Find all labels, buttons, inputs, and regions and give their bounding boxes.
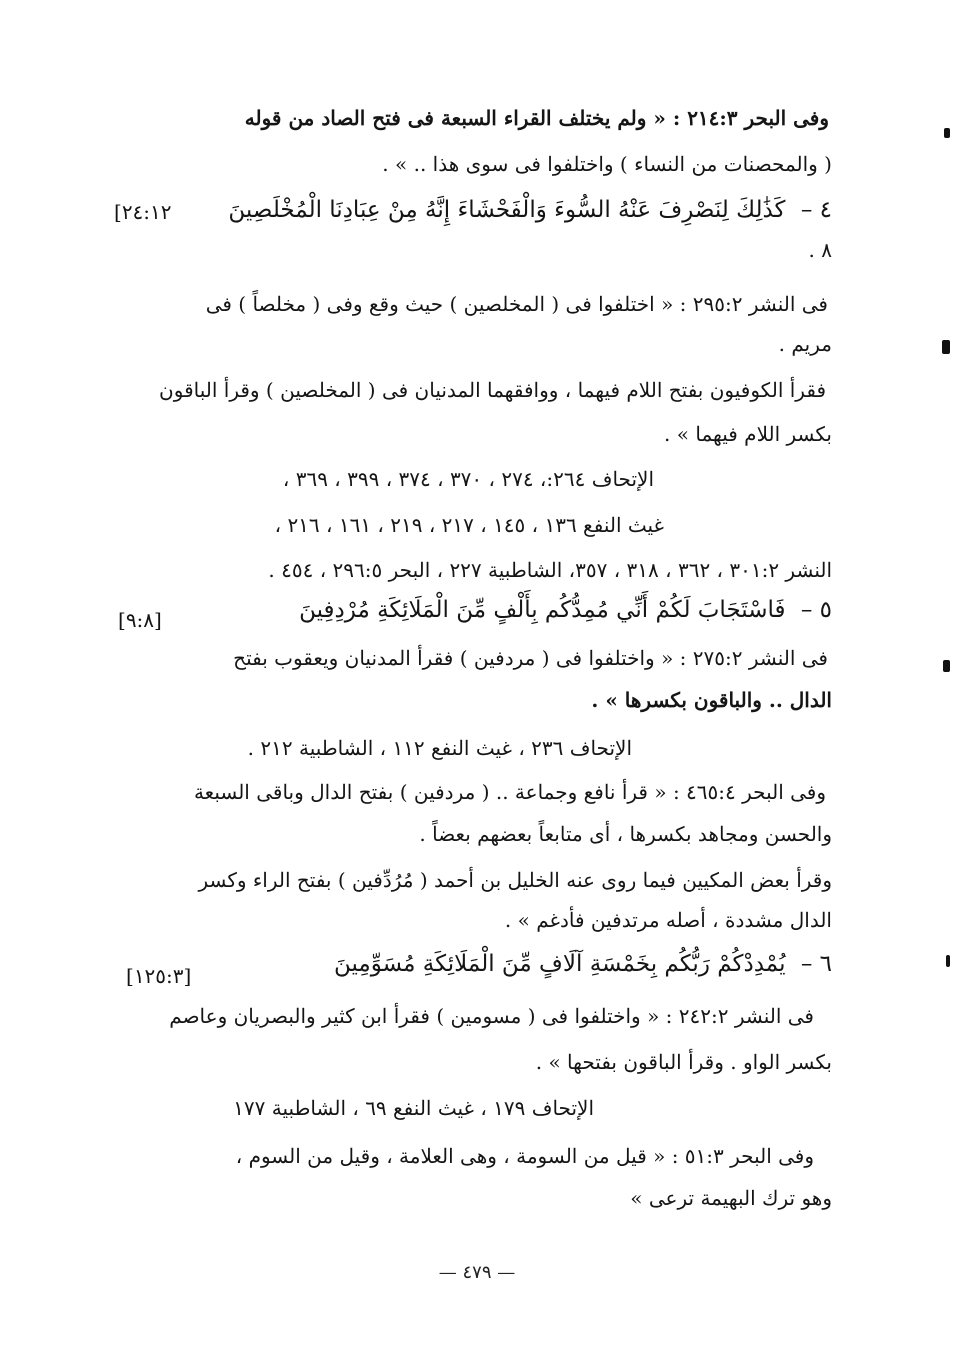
verse-number: ٤ – (800, 197, 832, 223)
text-line: وهو ترك البهيمة ترعى » (630, 1186, 832, 1210)
margin-mark (943, 660, 950, 672)
verse-text: يُمْدِدْكُمْ رَبُّكُم بِخَمْسَةِ آلَافٍ مِّنَ الْمَلَائِكَةِ مُسَوِّمِينَ (333, 951, 786, 977)
text-line: وفى البحر ٤٦٥:٤ : « قرأ نافع وجماعة .. ( مردفين ) بفتح الدال وباقى السبعة (193, 780, 826, 804)
text-line: ٨ . (808, 238, 832, 262)
reference-line: الإتحاف ١٧٩ ، غيث النفع ٦٩ ، الشاطبية ١٧٧ (233, 1096, 594, 1120)
verse-text: كَذَٰلِكَ لِنَصْرِفَ عَنْهُ السُّوءَ وَالْفَحْشَاءَ إِنَّهُ مِنْ عِبَادِنَا الْمُخْلَصِينَ (228, 197, 786, 223)
text-line: فى النشر ٢٧٥:٢ : « واختلفوا فى ( مردفين ) فقرأ المدنيان ويعقوب بفتح (233, 646, 828, 670)
text-line: فى النشر ٢٩٥:٢ : « اختلفوا فى ( المخلصين ) حيث وقع وفى ( مخلصاً ) فى (205, 292, 828, 316)
text-line: بكسر اللام فيهما » . (664, 422, 832, 446)
verse-line (299, 596, 832, 624)
page-number: — ٤٧٩ — (438, 1262, 516, 1283)
text-line: ( والمحصنات من النساء ) واختلفوا فى سوى هذا .. » . (382, 152, 832, 176)
verse-reference: [٢٤:١٢ (114, 200, 172, 224)
margin-mark (944, 128, 950, 138)
text-line: فى النشر ٢٤٢:٢ : « واختلفوا فى ( مسومين ) فقرأ ابن كثير والبصريان وعاصم (169, 1004, 814, 1028)
text-line: مريم . (778, 332, 832, 356)
verse-number: ٥ – (800, 597, 832, 623)
verse-line (334, 950, 832, 978)
verse-line (228, 196, 832, 224)
verse-number: ٦ – (800, 951, 832, 977)
text-line: الدال مشددة ، أصله مرتدفين فأدغم » . (504, 908, 832, 932)
reference-line: النشر ٣٠١:٢ ، ٣٦٢ ، ٣١٨ ، ٣٥٧، الشاطبية ٢٢٧ ، البحر ٢٩٦:٥ ، ٤٥٤ . (268, 558, 832, 582)
margin-mark (942, 340, 950, 354)
text-line: وفى البحر ٥١:٣ : « قيل من السومة ، وهى العلامة ، وقيل من السوم ، (235, 1144, 814, 1168)
verse-reference: [٩:٨] (118, 608, 162, 632)
text-line: فقرأ الكوفيون بفتح اللام فيهما ، ووافقهما المدنيان فى ( المخلصين ) وقرأ الباقون (159, 378, 826, 402)
reference-line: الإتحاف ٢٦٤:، ٢٧٤ ، ٣٧٠ ، ٣٧٤ ، ٣٩٩ ، ٣٦٩ ، (282, 467, 654, 491)
text-line: الدال .. والباقون بكسرها » . (591, 688, 832, 712)
verse-text: فَاسْتَجَابَ لَكُمْ أَنِّي مُمِدُّكُم بِأَلْفٍ مِّنَ الْمَلَائِكَةِ مُرْدِفِينَ (299, 597, 786, 623)
text-line: وفى البحر ٢١٤:٣ : « ولم يختلف القراء السبعة فى فتح الصاد من قوله (244, 106, 829, 130)
reference-line: الإتحاف ٢٣٦ ، غيث النفع ١١٢ ، الشاطبية ٢١٢ . (247, 736, 632, 760)
text-line: وقرأ بعض المكيين فيما روى عنه الخليل بن أحمد ( مُرُدِّفين ) بفتح الراء وكسر (198, 868, 832, 892)
text-line: والحسن ومجاهد بكسرها ، أى متابعاً بعضهم بعضاً . (419, 822, 832, 846)
reference-line: غيث النفع ١٣٦ ، ١٤٥ ، ٢١٧ ، ٢١٩ ، ١٦١ ، ٢١٦ ، (274, 513, 664, 537)
verse-reference: [١٢٥:٣] (126, 964, 192, 988)
text-line: بكسر الواو . وقرأ الباقون بفتحها » . (535, 1050, 832, 1074)
margin-mark (946, 955, 950, 967)
